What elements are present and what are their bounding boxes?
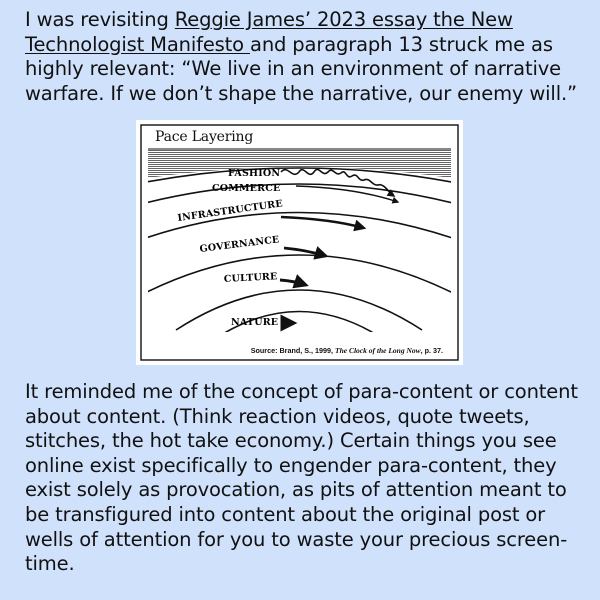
source-suffix: , p. 37.: [420, 346, 443, 355]
culture-arrow: [280, 280, 306, 285]
source-prefix: Source: Brand, S., 1999,: [250, 346, 335, 355]
commerce-arrow: [296, 186, 398, 202]
layer-label-fashion: FASHION: [228, 168, 281, 179]
intro-text-before: I was revisiting: [25, 8, 175, 31]
layer-label-culture: CULTURE: [223, 271, 278, 285]
layer-curve-commerce: [136, 184, 463, 208]
essay-link[interactable]: Reggie James’ 2023 essay the New Technologist Manifesto: [25, 8, 513, 56]
layer-label-infrastructure: INFRASTRUCTURE: [176, 198, 284, 224]
hatched-band: [148, 150, 451, 178]
figure-source: [251, 346, 443, 355]
intro-paragraph: [25, 8, 580, 106]
infrastructure-arrow: [281, 217, 364, 228]
layer-curve-governance: [141, 255, 457, 295]
source-title: The Clock of the Long Now: [335, 346, 421, 355]
layer-curve-culture: [176, 290, 422, 330]
layer-label-commerce: COMMERCE: [212, 183, 281, 194]
pace-layering-figure: [136, 120, 463, 365]
layer-label-nature: NATURE: [231, 317, 279, 328]
intro-text-after: and paragraph 13 struck me as highly relevant: “We live in an environment of narrative warfare. If we don’t shape the narrative, our enemy will.”: [25, 32, 577, 105]
pace-layering-diagram: [136, 120, 463, 365]
figure-title: Pace Layering: [155, 129, 254, 145]
body-paragraph: It reminded me of the concept of para-content or content about content. (Think reaction videos, quote tweets, stitches, the hot take economy.) Certain things you see online exist specifically to engender para-content, they exist solely as provocation, as pits of attention meant to be transfigured into content about the original post or wells of attention for you to waste your precious screen-time.: [25, 380, 578, 576]
layer-label-governance: GOVERNANCE: [199, 234, 281, 255]
fashion-squiggle-arrow: [281, 169, 394, 196]
